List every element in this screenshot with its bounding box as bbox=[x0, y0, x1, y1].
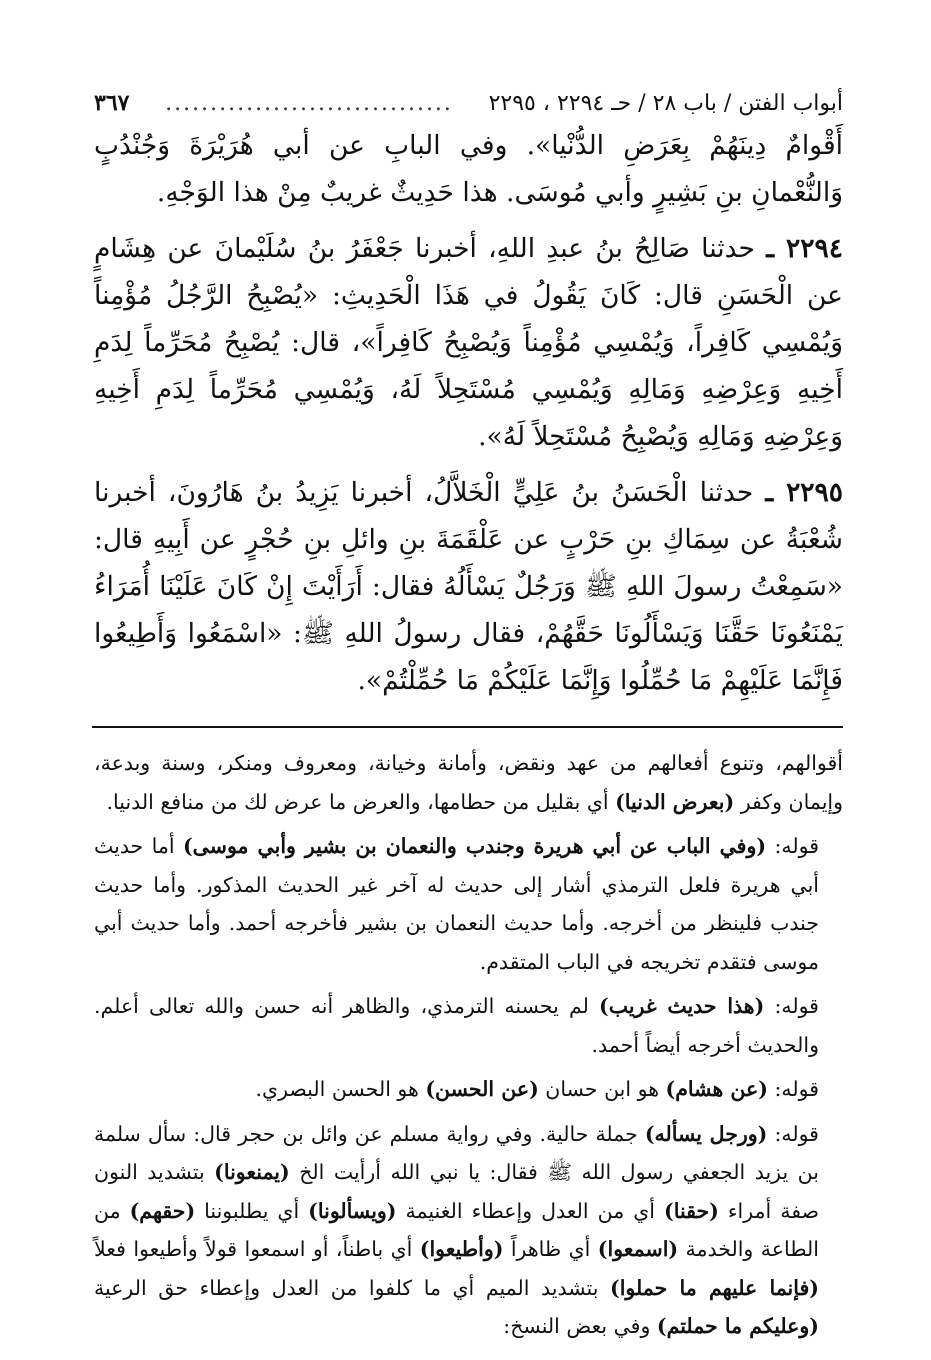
bold-quote: (عن الحسن) bbox=[425, 1077, 539, 1101]
commentary-text: قوله: bbox=[767, 1121, 819, 1146]
bold-quote: (حقنا) bbox=[664, 1198, 719, 1223]
bold-quote: (ورجل يسأله) bbox=[644, 1121, 768, 1146]
hadith-2295 bbox=[94, 469, 843, 704]
commentary-paragraph bbox=[94, 987, 843, 1064]
commentary-text: قوله: bbox=[764, 994, 819, 1018]
commentary-text: أما حديث أبي هريرة فلعل الترمذي أشار إلى حديث له آخر غير الحديث المذكور. وأما حديث جندب فلينظر من أخرجه. وأما حديث النعمان بن بشير فأخرجه أحمد. وأما حديث أبي موسى فتقدم تخريجه في الباب المتقدم. bbox=[94, 834, 819, 974]
hadith-2294 bbox=[94, 225, 843, 460]
bold-quote: (عن هشام) bbox=[665, 1077, 768, 1101]
commentary-text: قوله: bbox=[767, 1077, 819, 1101]
commentary-paragraph bbox=[94, 827, 843, 981]
commentary-text: هو ابن حسان bbox=[538, 1077, 666, 1101]
hadith-body: حدثنا صَالِحُ بنُ عبدِ اللهِ، أخبرنا جَعْفَرُ بنُ سُلَيْمانَ عن هِشَامٍ عن الْحَسَنِ قال: كَانَ يَقُولُ في هَذَا الْحَدِيثِ: «يُصْبِحُ الرَّجُلُ مُؤْمِناً وَيُمْسِي كَافِراً، وَيُمْسِي مُؤْمِناً وَيُصْبِحُ كَافِراً»، قال: يُصْبِحُ مُحَرِّماً لِدَمِ أَخِيهِ وَعِرْضِهِ وَمَالِهِ وَيُمْسِي مُسْتَحِلاً لَهُ، وَيُمْسِي مُحَرِّماً لِدَمِ أَخِيهِ وَعِرْضِهِ وَمَالِهِ وَيُصْبِحُ مُسْتَحِلاً لَهُ». bbox=[94, 233, 843, 452]
bold-quote: (وعليكم ما حملتم) bbox=[656, 1314, 819, 1338]
commentary-paragraph bbox=[94, 1070, 843, 1109]
bold-quote: (بعرض الدنيا) bbox=[615, 789, 735, 814]
bold-quote: (ويسألونا) bbox=[308, 1198, 397, 1223]
commentary-text: بتشديد النون صفة أمراء bbox=[94, 1160, 819, 1223]
bold-quote: (هذا حديث غريب) bbox=[599, 994, 765, 1018]
hadith-continuation: أَقْوامٌ دِينَهُمْ بِعَرَضِ الدُّنْيا». وفي البابِ عن أبي هُرَيْرَةَ وَجُنْدُبٍ وَالنُّعْمانِ بنِ بَشِيرٍ وأبي مُوسَى. هذا حَدِيثٌ غريبٌ مِنْ هذا الوَجْهِ. bbox=[94, 130, 843, 208]
hadith-number: ٢٢٩٥ ـ bbox=[765, 477, 843, 508]
commentary-text: هو الحسن البصري. bbox=[255, 1077, 426, 1101]
commentary-text: أي يطلبوننا bbox=[195, 1198, 309, 1223]
running-header bbox=[94, 88, 843, 122]
commentary-text: أي بقليل من حطامها، والعرض ما عرض لك من منافع الدنيا. bbox=[106, 789, 616, 814]
commentary-text: بتشديد الميم أي ما كلفوا من العدل وإعطاء حق الرعية bbox=[94, 1275, 611, 1300]
commentary-text: أي ظاهراً bbox=[503, 1237, 598, 1261]
commentary-text: جملة حالية. وفي رواية مسلم عن وائل بن حجر قال: سأل سلمة بن يزيد الجعفي رسول الله ﷺ فقال: يا نبي الله أرأيت الخ bbox=[94, 1121, 819, 1184]
commentary-text: قوله: bbox=[766, 834, 820, 858]
bold-quote: (يمنعونا) bbox=[214, 1160, 290, 1184]
commentary-paragraph bbox=[94, 1115, 843, 1346]
commentary-text: أقوالهم، وتنوع أفعالهم من عهد ونقض، وأمانة وخيانة، ومعروف ومنكر، وسنة وبدعة، وإيمان وكفر bbox=[94, 751, 843, 814]
commentary-text: أي باطناً، أو اسمعوا قولاً وأطيعوا فعلاً bbox=[94, 1237, 420, 1261]
hadith-body: حدثنا الْحَسَنُ بنُ عَلِيٍّ الْخَلاَّلُ، أخبرنا يَزِيدُ بنُ هَارُونَ، أخبرنا شُعْبَةُ عن سِمَاكِ بنِ حَرْبٍ عن عَلْقَمَةَ بنِ وائلِ بنِ حُجْرٍ عن أَبِيهِ قال: «سَمِعْتُ رسولَ اللهِ ﷺ وَرَجُلٌ يَسْأَلُهُ فقال: أَرَأَيْتَ إِنْ كَانَ عَلَيْنَا أُمَرَاءُ يَمْنَعُونَا حَقَّنَا وَيَسْأَلُونَا حَقَّهُمْ، فقال رسولُ اللهِ ﷺ: «اسْمَعُوا وَأَطِيعُوا فَإِنَّمَا عَلَيْهِمْ مَا حُمِّلُوا وَإِنَّمَا عَلَيْكُمْ مَا حُمِّلْتُمْ». bbox=[94, 477, 843, 696]
commentary-text: من الطاعة والخدمة bbox=[94, 1198, 819, 1261]
commentary-paragraph bbox=[94, 744, 843, 821]
page-number: ٣٦٧ bbox=[94, 90, 130, 116]
commentary-text: لم يحسنه الترمذي، والظاهر أنه حسن والله تعالى أعلم. والحديث أخرجه أيضاً أحمد. bbox=[94, 994, 819, 1057]
bold-quote: (اسمعوا) bbox=[597, 1237, 679, 1261]
hadith-text bbox=[94, 122, 843, 704]
bold-quote: (حقهم) bbox=[129, 1198, 196, 1223]
bold-quote: (فإنما عليهم ما حملوا) bbox=[610, 1275, 819, 1300]
commentary bbox=[94, 744, 843, 1346]
hadith-number: ٢٢٩٤ ـ bbox=[766, 233, 843, 264]
commentary-text: أي من العدل وإعطاء الغنيمة bbox=[396, 1198, 664, 1223]
running-title: أبواب الفتن / باب ٢٨ / حـ ٢٢٩٤ ، ٢٢٩٥ bbox=[488, 91, 843, 116]
bold-quote: (وفي الباب عن أبي هريرة وجندب والنعمان بن بشير وأبي موسى) bbox=[182, 834, 767, 858]
bold-quote: (وأطيعوا) bbox=[419, 1237, 504, 1261]
footnote-separator bbox=[92, 726, 843, 728]
commentary-text: وفي بعض النسخ: bbox=[503, 1314, 657, 1338]
dot-leader: ................................ bbox=[165, 91, 453, 116]
